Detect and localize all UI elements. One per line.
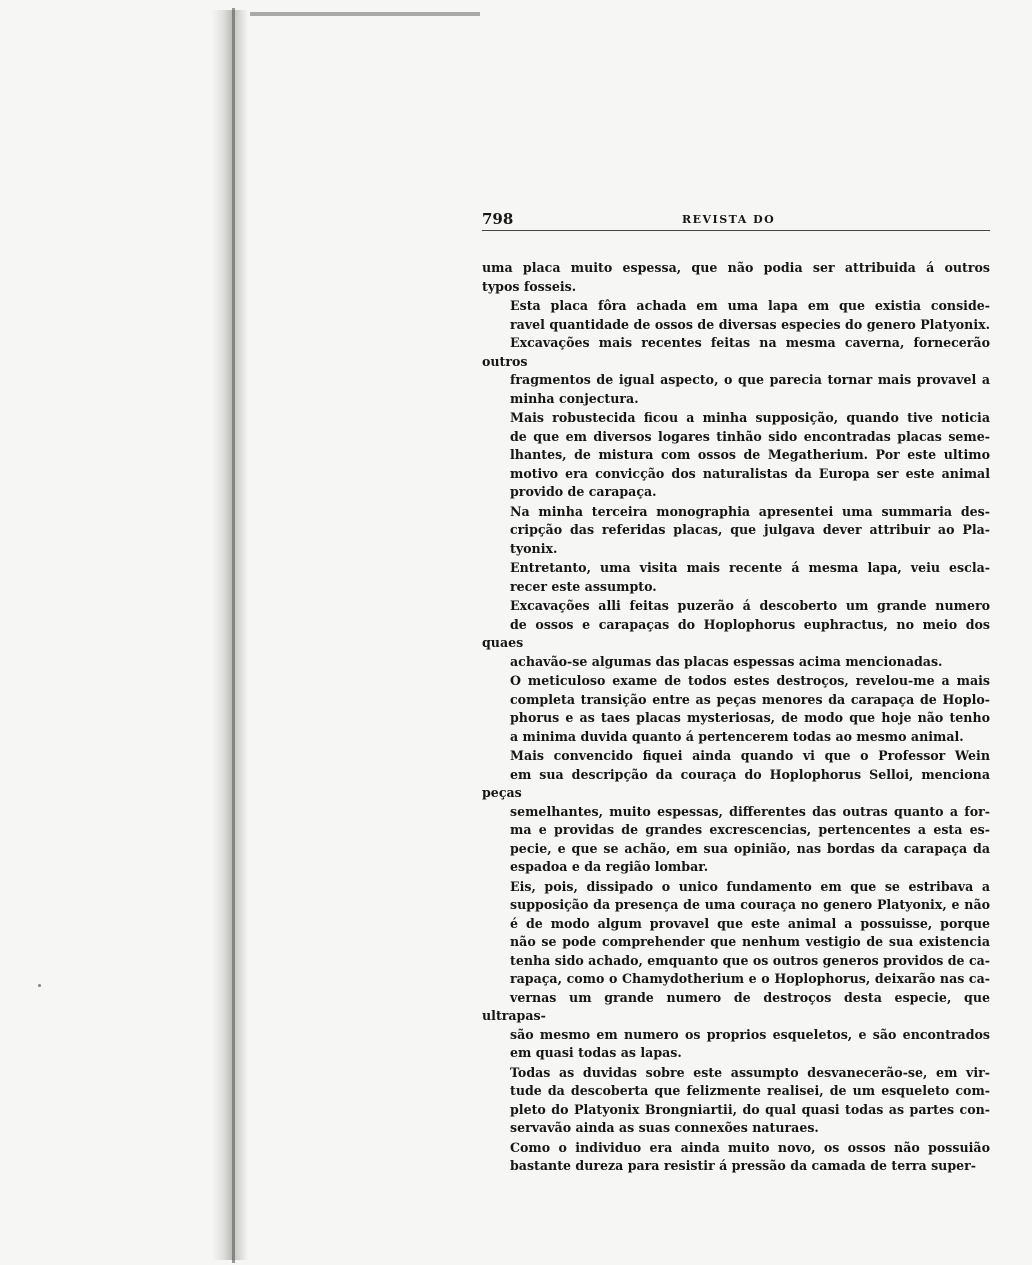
paragraph <box>482 503 990 559</box>
text-line: de ossos e carapaças do Hoplophorus euphractus, no meio dos quaes <box>482 616 990 650</box>
paragraph <box>482 878 990 1063</box>
text-line: achavão-se algumas das placas espessas acima mencionadas. <box>510 653 943 669</box>
text-line: pleto do Platyonix Brongniartii, do qual quasi todas as partes con- <box>510 1101 990 1117</box>
text-line: Excavações alli feitas puzerão á descoberto um grande numero <box>510 598 990 613</box>
paragraph <box>482 1139 990 1176</box>
text-line: rapaça, como o Chamydotherium e o Hoplophorus, deixarão nas ca- <box>510 971 990 986</box>
text-line: O meticuloso exame de todos estes destroços, revelou-me a mais <box>510 673 990 688</box>
text-line: lhantes, de mistura com ossos de Megatherium. Por este ultimo <box>510 447 990 462</box>
page-body <box>482 259 990 1176</box>
paragraph <box>482 1064 990 1138</box>
text-line: a minima duvida quanto á pertencerem todas ao mesmo animal. <box>510 728 964 744</box>
text-line: motivo era convicção dos naturalistas da Europa ser este animal <box>510 465 990 481</box>
text-line: minha conjectura. <box>510 390 639 406</box>
page-number: 798 <box>482 210 514 228</box>
paragraph <box>482 672 990 746</box>
text-line: são mesmo em numero os proprios esqueletos, e são encontrados <box>510 1026 990 1042</box>
text-line: Excavações mais recentes feitas na mesma caverna, fornecerão outros <box>482 335 990 369</box>
text-line: Eis, pois, dissipado o unico fundamento em que se estribava a <box>510 878 990 894</box>
page <box>482 208 990 1177</box>
text-line: servavão ainda as suas connexões naturaes. <box>510 1120 819 1135</box>
text-line: Mais robustecida ficou a minha supposição, quando tive noticia <box>510 410 990 425</box>
text-line: semelhantes, muito espessas, differentes das outras quanto a for- <box>510 803 990 819</box>
running-title: REVISTA DO <box>682 213 776 226</box>
binding-edge <box>232 8 235 1263</box>
text-line: completa transição entre as peças menores da carapaça de Hoplo- <box>510 691 990 707</box>
paragraph <box>482 409 990 502</box>
text-line: tude da descoberta que felizmente realisei, de um esqueleto com- <box>510 1083 990 1098</box>
text-line: supposição da presença de uma couraça no genero Platyonix, e não <box>510 897 990 912</box>
text-line: espadoa e da região lombar. <box>510 859 709 874</box>
text-line: ravel quantidade de ossos de diversas especies do genero Platyonix. <box>510 316 990 332</box>
text-line: pecie, e que se achão, em sua opinião, nas bordas da carapaça da <box>510 840 990 856</box>
text-line: Entretanto, uma visita mais recente á mesma lapa, veiu escla- <box>510 560 990 575</box>
paragraph <box>482 297 990 408</box>
text-line: Na minha terceira monographia apresentei uma summaria des- <box>510 503 990 519</box>
paragraph <box>482 597 990 671</box>
page-header <box>482 208 990 231</box>
text-line: Mais convencido fiquei ainda quando vi que o Professor Wein <box>510 748 990 763</box>
binding-shadow <box>212 10 248 1260</box>
paragraph <box>482 259 990 296</box>
text-line: em sua descripção da couraça do Hoplophorus Selloi, menciona peças <box>482 766 990 800</box>
text-line: provido de carapaça. <box>510 484 657 499</box>
text-line: cripção das referidas placas, que julgava dever attribuir ao Pla- <box>510 522 990 537</box>
text-line: uma placa muito espessa, que não podia ser attribuida á outros <box>482 260 990 275</box>
text-line: phorus e as taes placas mysteriosas, de modo que hoje não tenho <box>510 710 990 725</box>
scan-speck <box>38 984 41 987</box>
text-line: Esta placa fôra achada em uma lapa em que existia conside- <box>510 298 990 313</box>
paragraph <box>482 747 990 877</box>
text-line: fragmentos de igual aspecto, o que parecia tornar mais provavel a <box>510 372 990 387</box>
text-line: ma e providas de grandes excrescencias, pertencentes a esta es- <box>510 822 990 837</box>
text-line: de que em diversos logares tinhão sido encontradas placas seme- <box>510 428 990 444</box>
text-line: tyonix. <box>510 540 558 556</box>
text-line: tenha sido achado, emquanto que os outros generos providos de ca- <box>510 952 990 968</box>
paragraph <box>482 559 990 596</box>
text-line: Todas as duvidas sobre este assumpto desvanecerão-se, em vir- <box>510 1064 990 1080</box>
text-line: recer este assumpto. <box>510 578 657 594</box>
text-line: typos fosseis. <box>482 278 577 294</box>
text-line: bastante dureza para resistir á pressão da camada de terra super- <box>510 1158 976 1173</box>
scan-streak <box>250 12 480 16</box>
text-line: não se pode comprehender que nenhum vestigio de sua existencia <box>510 934 990 949</box>
text-line: vernas um grande numero de destroços desta especie, que ultrapas- <box>482 989 990 1023</box>
text-line: em quasi todas as lapas. <box>510 1045 682 1060</box>
text-line: é de modo algum provavel que este animal a possuisse, porque <box>510 915 990 931</box>
text-line: Como o individuo era ainda muito novo, os ossos não possuião <box>510 1139 990 1155</box>
